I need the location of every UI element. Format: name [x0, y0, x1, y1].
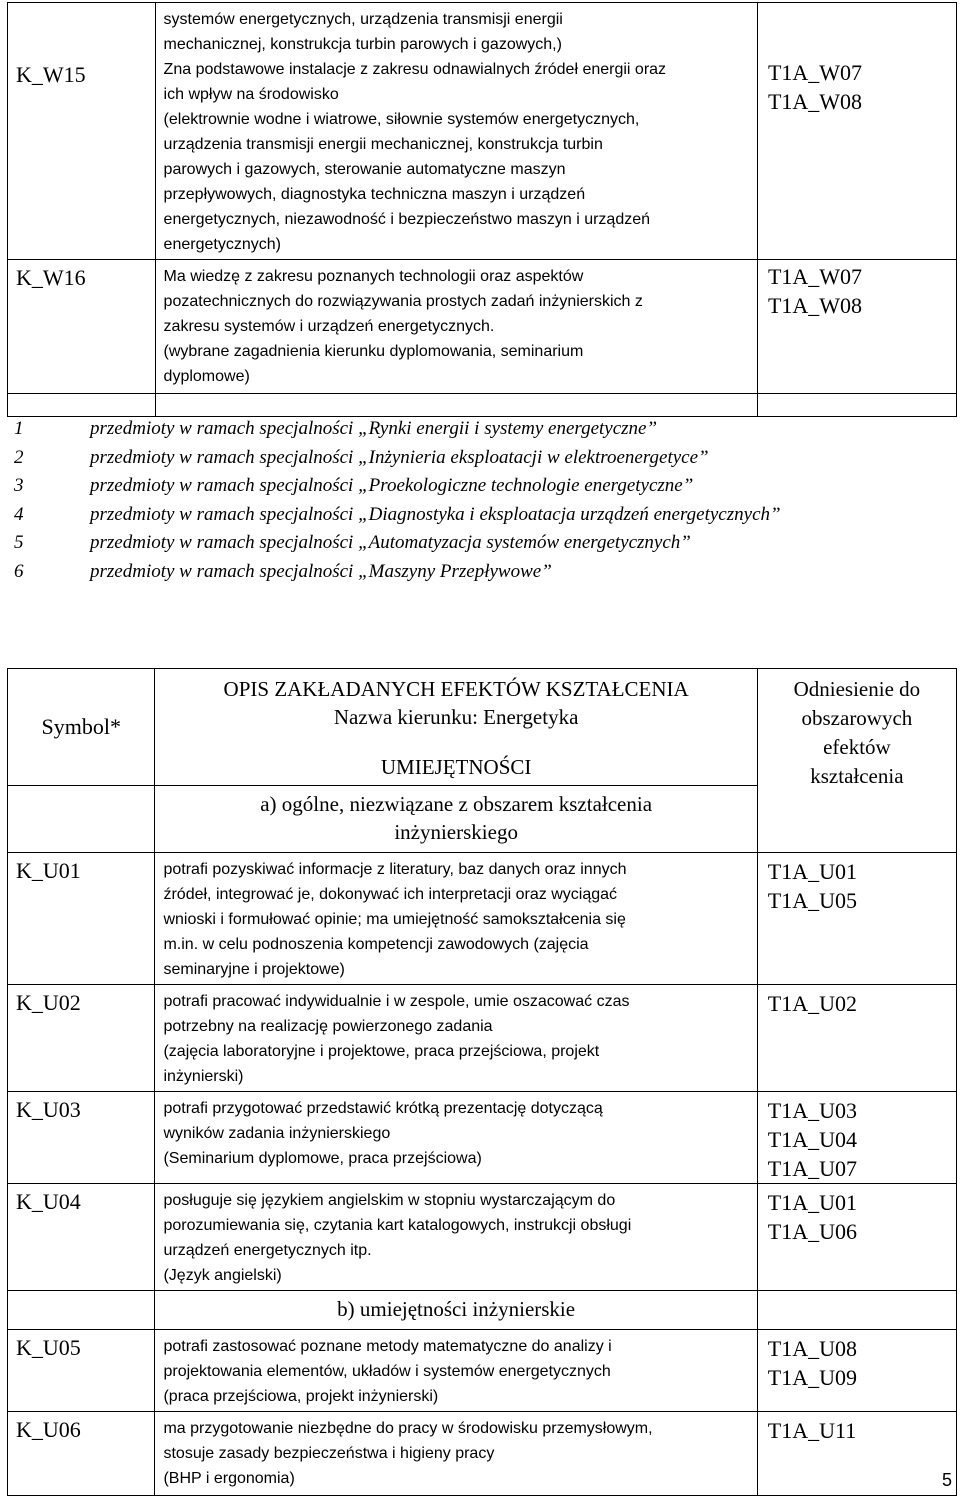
description-line: ma przygotowanie niezbędne do pracy w środowisku przemysłowym, [163, 1420, 653, 1437]
description-line: potrafi pozyskiwać informacje z literatury, baz danych oraz innych [163, 861, 627, 878]
description-line: seminaryjne i projektowe) [163, 961, 345, 978]
table-row-empty [8, 394, 957, 417]
empty-cell [757, 394, 956, 417]
reference-cell [757, 1092, 956, 1184]
reference-header [757, 669, 956, 853]
reference-code: T1A_U03 [767, 1098, 858, 1123]
reference-code: T1A_U01 [767, 1190, 858, 1215]
description-cell [155, 260, 757, 394]
description-line: zakresu systemów i urządzeń energetycznych. [163, 318, 495, 335]
table-row [8, 3, 957, 260]
description-line: przepływowych, diagnostyka techniczna maszyn i urządzeń [163, 186, 586, 203]
reference-code: T1A_U11 [767, 1418, 857, 1443]
note-number: 5 [14, 532, 24, 554]
reference-code: T1A_W07 [767, 264, 863, 289]
description-line: m.in. w celu podnoszenia kompetencji zawodowych (zajęcia [163, 936, 589, 953]
specialization-notes [14, 415, 781, 586]
reference-header-line: obszarowych [801, 706, 913, 730]
symbol-cell: K_U02 [8, 985, 155, 1092]
note-item [14, 529, 781, 558]
description-line: porozumiewania się, czytania kart katalogowych, instrukcji obsługi [163, 1217, 632, 1234]
description-cell [155, 1184, 757, 1291]
table-header-row [8, 669, 957, 786]
description-line: (BHP i ergonomia) [163, 1470, 295, 1487]
symbol-cell: K_U01 [8, 853, 155, 985]
description-line: dyplomowe) [163, 368, 250, 385]
description-line: inżynierski) [163, 1068, 244, 1085]
note-item [14, 415, 781, 444]
empty-cell [8, 786, 155, 853]
description-line: ich wpływ na środowisko [163, 86, 339, 103]
skills-outcomes-table [7, 668, 957, 1496]
description-cell [155, 985, 757, 1092]
section-row [8, 1291, 957, 1330]
description-line: urządzeń energetycznych itp. [163, 1242, 372, 1259]
description-line: (zajęcia laboratoryjne i projektowe, praca przejściowa, projekt [163, 1043, 600, 1060]
description-line: (praca przejściowa, projekt inżynierski) [163, 1388, 439, 1405]
empty-cell [757, 1291, 956, 1330]
description-line: (wybrane zagadnienia kierunku dyplomowania, seminarium [163, 343, 584, 360]
note-number: 3 [14, 475, 24, 497]
symbol-cell: K_W15 [8, 3, 156, 260]
reference-code: T1A_W08 [767, 293, 863, 318]
symbol-cell: K_W16 [8, 260, 156, 394]
section-heading-b: b) umiejętności inżynierskie [155, 1291, 757, 1330]
empty-cell [155, 394, 757, 417]
section-heading-a [155, 786, 757, 853]
reference-code: T1A_W07 [767, 60, 863, 85]
symbol-cell: K_U03 [8, 1092, 155, 1184]
description-line: parowych i gazowych, sterowanie automatyczne maszyn [163, 161, 566, 178]
reference-header-line: Odniesienie do [793, 677, 921, 701]
description-line: potrafi zastosować poznane metody matematyczne do analizy i [163, 1338, 612, 1355]
reference-header-line: kształcenia [810, 764, 904, 788]
description-line: mechanicznej, konstrukcja turbin parowych i gazowych,) [163, 36, 562, 53]
description-line: potrzebny na realizację powierzonego zadania [163, 1018, 493, 1035]
symbol-cell: K_U06 [8, 1412, 155, 1496]
description-cell [155, 1412, 757, 1496]
description-line: źródeł, integrować je, dokonywać ich interpretacji oraz wyciągać [163, 886, 618, 903]
reference-cell [757, 1412, 956, 1496]
knowledge-outcomes-table [7, 2, 957, 417]
field-of-study: Nazwa kierunku: Energetyka [333, 705, 579, 729]
reference-code: T1A_U05 [767, 888, 858, 913]
note-text: przedmioty w ramach specjalności „Inżynieria eksploatacji w elektroenergetyce” [90, 446, 709, 468]
table-row [8, 1184, 957, 1291]
description-cell [155, 1092, 757, 1184]
description-line: energetycznych, niezawodność i bezpieczeństwo maszyn i urządzeń [163, 211, 651, 228]
description-line: energetycznych) [163, 236, 281, 253]
note-number: 6 [14, 560, 24, 582]
reference-code: T1A_U02 [767, 991, 858, 1016]
description-line: projektowania elementów, układów i systemów energetycznych [163, 1363, 611, 1380]
table-row [8, 260, 957, 394]
description-header [155, 669, 757, 786]
note-number: 4 [14, 503, 24, 525]
description-line: Zna podstawowe instalacje z zakresu odnawialnych źródeł energii oraz [163, 61, 667, 78]
empty-cell [8, 394, 156, 417]
page-number: 5 [941, 1470, 952, 1490]
description-line: potrafi pracować indywidualnie i w zespole, umie oszacować czas [163, 993, 630, 1010]
description-line: (Seminarium dyplomowe, praca przejściowa) [163, 1150, 482, 1167]
symbol-cell: K_U05 [8, 1330, 155, 1412]
document-title: OPIS ZAKŁADANYCH EFEKTÓW KSZTAŁCENIA [223, 677, 689, 701]
description-line: wnioski i formułować opinie; ma umiejętność samokształcenia się [163, 911, 626, 928]
description-line: (Język angielski) [163, 1267, 282, 1284]
reference-code: T1A_U01 [767, 859, 858, 884]
empty-cell [8, 1291, 155, 1330]
section-heading-line: a) ogólne, niezwiązane z obszarem kształcenia [260, 792, 653, 816]
description-line: potrafi przygotować przedstawić krótką prezentację dotyczącą [163, 1100, 603, 1117]
symbol-header: Symbol* [8, 669, 155, 786]
section-heading-line: inżynierskiego [394, 820, 518, 844]
table-row [8, 1330, 957, 1412]
reference-cell [757, 3, 956, 260]
table-row [8, 1412, 957, 1496]
note-text: przedmioty w ramach specjalności „Maszyny Przepływowe” [90, 560, 552, 582]
note-item [14, 501, 781, 530]
table-row [8, 1092, 957, 1184]
description-line: systemów energetycznych, urządzenia transmisji energii [163, 11, 563, 28]
reference-header-line: efektów [823, 735, 891, 759]
table-row [8, 985, 957, 1092]
category-title: UMIEJĘTNOŚCI [380, 755, 532, 779]
description-line: stosuje zasady bezpieczeństwa i higieny pracy [163, 1445, 495, 1462]
reference-code: T1A_U04 [767, 1127, 858, 1152]
reference-code: T1A_U06 [767, 1219, 858, 1244]
reference-code: T1A_U09 [767, 1365, 858, 1390]
description-line: Ma wiedzę z zakresu poznanych technologii oraz aspektów [163, 268, 584, 285]
table-row [8, 853, 957, 985]
reference-cell [757, 260, 956, 394]
symbol-cell: K_U04 [8, 1184, 155, 1291]
note-number: 1 [14, 418, 24, 440]
description-line: posługuje się językiem angielskim w stopniu wystarczającym do [163, 1192, 616, 1209]
note-item [14, 444, 781, 473]
reference-code: T1A_U08 [767, 1336, 858, 1361]
note-text: przedmioty w ramach specjalności „Diagnostyka i eksploatacja urządzeń energetycznych” [90, 503, 781, 525]
description-line: urządzenia transmisji energii mechanicznej, konstrukcja turbin [163, 136, 603, 153]
note-item [14, 558, 781, 587]
reference-code: T1A_W08 [767, 89, 863, 114]
note-text: przedmioty w ramach specjalności „Rynki energii i systemy energetyczne” [90, 418, 658, 440]
reference-cell [757, 1330, 956, 1412]
description-cell [155, 1330, 757, 1412]
description-cell [155, 3, 757, 260]
note-text: przedmioty w ramach specjalności „Proekologiczne technologie energetyczne” [90, 475, 694, 497]
reference-cell [757, 853, 956, 985]
description-line: pozatechnicznych do rozwiązywania prostych zadań inżynierskich z [163, 293, 643, 310]
note-text: przedmioty w ramach specjalności „Automatyzacja systemów energetycznych” [90, 532, 691, 554]
reference-cell [757, 985, 956, 1092]
description-cell [155, 853, 757, 985]
description-line: (elektrownie wodne i wiatrowe, siłownie systemów energetycznych, [163, 111, 640, 128]
note-number: 2 [14, 446, 24, 468]
reference-cell [757, 1184, 956, 1291]
reference-code: T1A_U07 [767, 1156, 858, 1181]
note-item [14, 472, 781, 501]
description-line: wyników zadania inżynierskiego [163, 1125, 391, 1142]
